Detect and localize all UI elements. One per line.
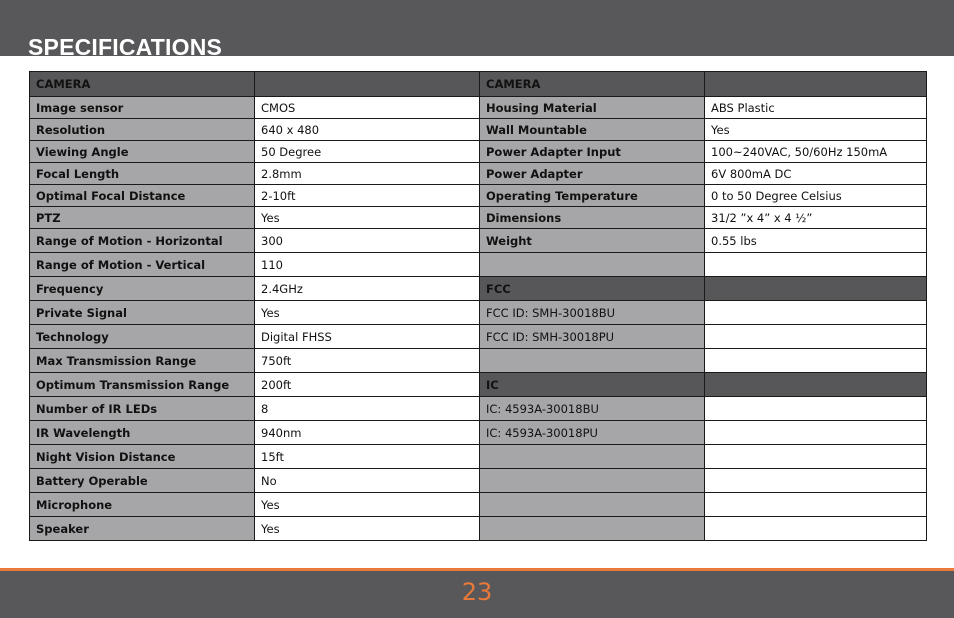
spec-label: Optimal Focal Distance	[30, 185, 255, 207]
table-header-row	[30, 72, 927, 97]
ic-heading: IC	[480, 373, 705, 397]
spec-label: Wall Mountable	[480, 119, 705, 141]
spec-label: Operating Temperature	[480, 185, 705, 207]
spec-value: ABS Plastic	[705, 97, 927, 119]
empty-cell	[705, 469, 927, 493]
ic-id: IC: 4593A-30018BU	[480, 397, 705, 421]
empty-cell	[705, 421, 927, 445]
table-row	[30, 97, 927, 119]
table-row	[30, 207, 927, 229]
empty-cell	[480, 445, 705, 469]
table-row	[30, 349, 927, 373]
spec-label: Speaker	[30, 517, 255, 541]
spec-label: Microphone	[30, 493, 255, 517]
table-row	[30, 141, 927, 163]
spec-value: 2.4GHz	[255, 277, 480, 301]
fcc-id: FCC ID: SMH-30018BU	[480, 301, 705, 325]
ic-id: IC: 4593A-30018PU	[480, 421, 705, 445]
spec-value: 8	[255, 397, 480, 421]
left-section-heading: CAMERA	[30, 72, 255, 97]
spec-value: 15ft	[255, 445, 480, 469]
spec-label: Viewing Angle	[30, 141, 255, 163]
empty-cell	[480, 349, 705, 373]
empty-cell	[705, 253, 927, 277]
spec-label: Dimensions	[480, 207, 705, 229]
spec-value: 300	[255, 229, 480, 253]
spec-label: Housing Material	[480, 97, 705, 119]
spec-label: Optimum Transmission Range	[30, 373, 255, 397]
table-row	[30, 493, 927, 517]
spec-value: 750ft	[255, 349, 480, 373]
spec-label: Frequency	[30, 277, 255, 301]
header-empty-cell	[705, 72, 927, 97]
spec-value: Yes	[255, 517, 480, 541]
spec-label: Night Vision Distance	[30, 445, 255, 469]
spec-value: Digital FHSS	[255, 325, 480, 349]
table-row	[30, 373, 927, 397]
empty-cell	[705, 493, 927, 517]
spec-label: Number of IR LEDs	[30, 397, 255, 421]
empty-cell	[480, 517, 705, 541]
table-row	[30, 277, 927, 301]
fcc-heading: FCC	[480, 277, 705, 301]
spec-value: 640 x 480	[255, 119, 480, 141]
spec-value: Yes	[255, 493, 480, 517]
empty-cell	[705, 325, 927, 349]
page-number: 23	[461, 578, 493, 606]
spec-value: CMOS	[255, 97, 480, 119]
spec-label: Focal Length	[30, 163, 255, 185]
spec-value: 0 to 50 Degree Celsius	[705, 185, 927, 207]
header-empty-cell	[255, 72, 480, 97]
spec-value: 2.8mm	[255, 163, 480, 185]
spec-label: Image sensor	[30, 97, 255, 119]
fcc-id: FCC ID: SMH-30018PU	[480, 325, 705, 349]
spec-value: 110	[255, 253, 480, 277]
empty-cell	[480, 253, 705, 277]
specifications-table	[29, 71, 927, 541]
spec-label: Power Adapter Input	[480, 141, 705, 163]
spec-value: 100~240VAC, 50/60Hz 150mA	[705, 141, 927, 163]
spec-label: Power Adapter	[480, 163, 705, 185]
right-section-heading: CAMERA	[480, 72, 705, 97]
table-row	[30, 253, 927, 277]
spec-value: 2-10ft	[255, 185, 480, 207]
spec-value: Yes	[705, 119, 927, 141]
ic-heading-empty	[705, 373, 927, 397]
table-row	[30, 119, 927, 141]
spec-label: Weight	[480, 229, 705, 253]
table-row	[30, 229, 927, 253]
spec-label: Technology	[30, 325, 255, 349]
table-row	[30, 469, 927, 493]
empty-cell	[480, 493, 705, 517]
spec-value: 50 Degree	[255, 141, 480, 163]
spec-value: 31/2 ”x 4” x 4 ½”	[705, 207, 927, 229]
empty-cell	[705, 397, 927, 421]
table-row	[30, 421, 927, 445]
empty-cell	[705, 349, 927, 373]
spec-label: IR Wavelength	[30, 421, 255, 445]
spec-value: 940nm	[255, 421, 480, 445]
spec-label: Max Transmission Range	[30, 349, 255, 373]
table-row	[30, 301, 927, 325]
spec-value: Yes	[255, 207, 480, 229]
spec-label: Resolution	[30, 119, 255, 141]
spec-label: Range of Motion - Vertical	[30, 253, 255, 277]
spec-value: No	[255, 469, 480, 493]
empty-cell	[705, 517, 927, 541]
header-bar	[0, 0, 954, 60]
empty-cell	[705, 445, 927, 469]
table-row	[30, 325, 927, 349]
spec-value: 200ft	[255, 373, 480, 397]
page-title: SPECIFICATIONS	[28, 34, 223, 60]
empty-cell	[705, 301, 927, 325]
spec-value: 6V 800mA DC	[705, 163, 927, 185]
spec-label: Range of Motion - Horizontal	[30, 229, 255, 253]
spec-label: PTZ	[30, 207, 255, 229]
spec-value: Yes	[255, 301, 480, 325]
spec-value: 0.55 lbs	[705, 229, 927, 253]
table-row	[30, 445, 927, 469]
spec-label: Private Signal	[30, 301, 255, 325]
table-row	[30, 397, 927, 421]
table-row	[30, 185, 927, 207]
table-row	[30, 517, 927, 541]
empty-cell	[480, 469, 705, 493]
table-row	[30, 163, 927, 185]
spec-label: Battery Operable	[30, 469, 255, 493]
fcc-heading-empty	[705, 277, 927, 301]
